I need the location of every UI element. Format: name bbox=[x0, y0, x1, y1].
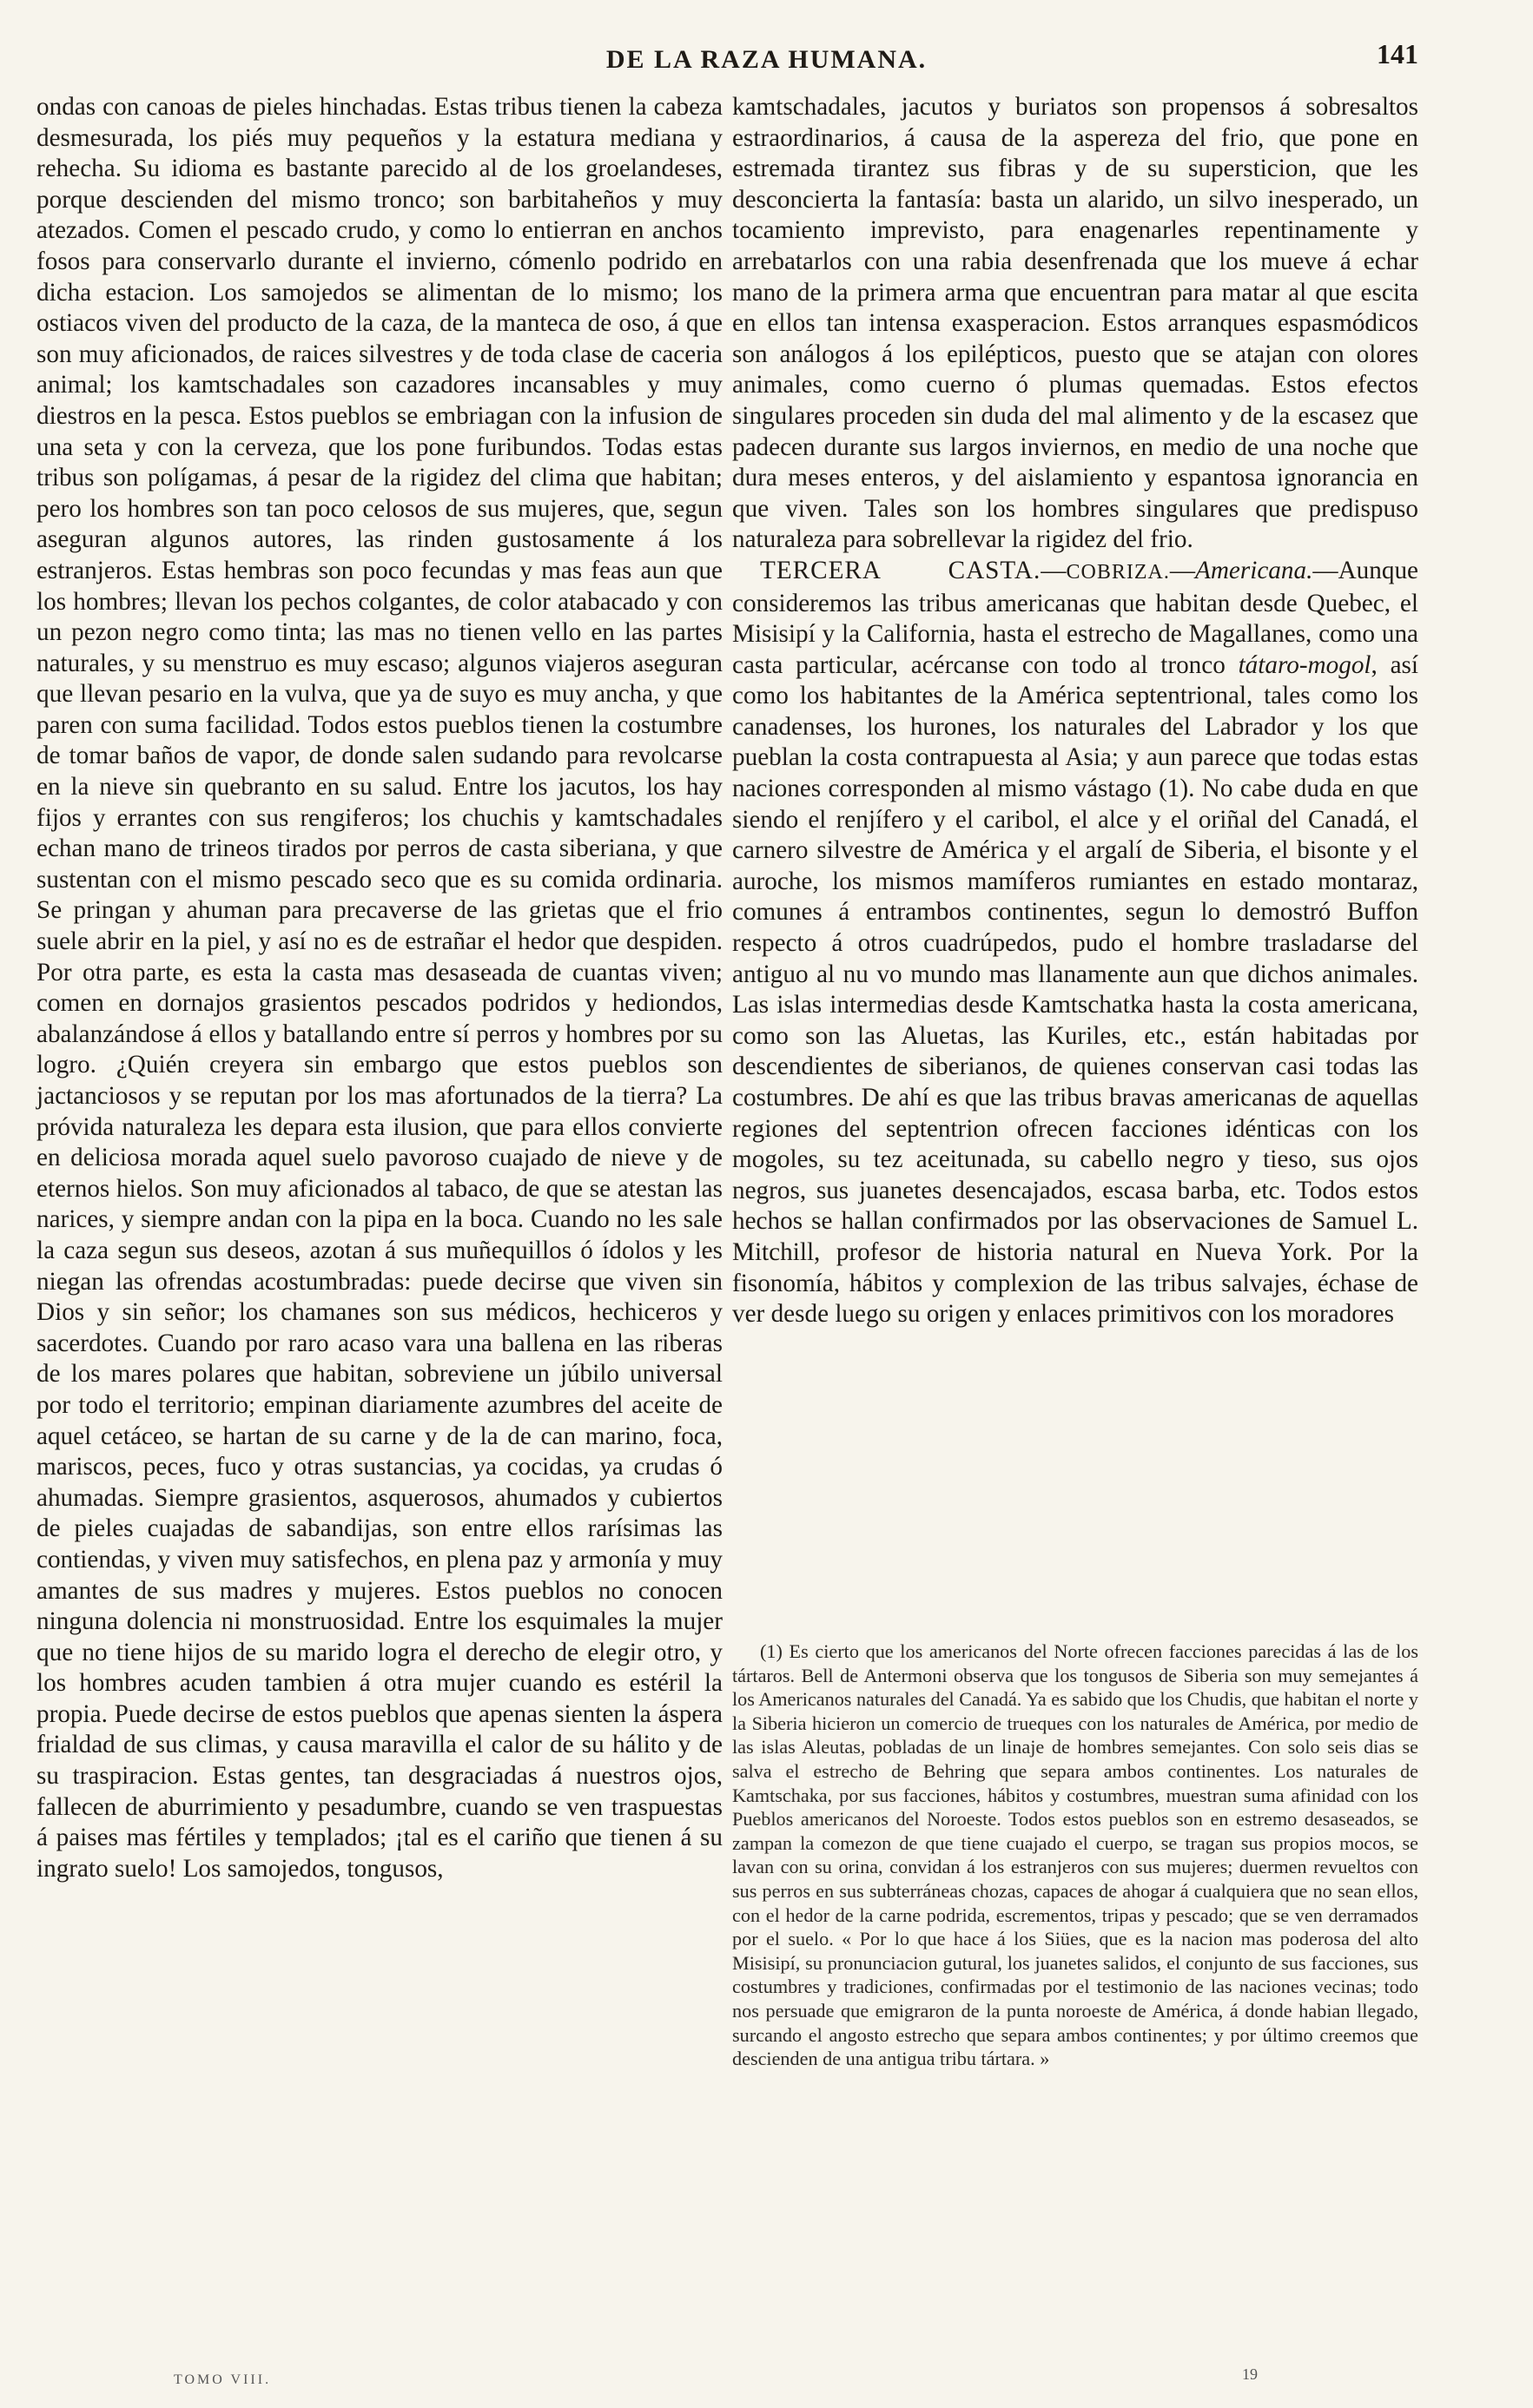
running-head bbox=[0, 38, 1533, 83]
left-column bbox=[36, 92, 723, 1884]
sheet-mark: 19 bbox=[1242, 2365, 1258, 2383]
section-italic-heading: Americana. bbox=[1195, 556, 1313, 584]
left-column-text: ondas con canoas de pieles hinchadas. Estas tribus tienen la cabeza desmesurada, los piés muy pequeños y la estatura mediana y rehecha. Su idioma es bastante parecido al de los groelandeses, porque descienden del mismo tronco; son barbitaheños y muy atezados. Comen el pescado crudo, y como lo entierran en anchos fosos para conservarlo durante el invierno, cómenlo podrido en dicha estacion. Los samojedos se alimentan de lo mismo; los ostiacos viven del producto de la caza, de la manteca de oso, á que son muy aficionados, de raices silvestres y de toda clase de caceria animal; los kamtschadales son cazadores incansables y muy diestros en la pesca. Estos pueblos se embriagan con la infusion de una seta y con la cerveza, que los pone furibundos. Todas estas tribus son polígamas, á pesar de la rigidez del clima que habitan; pero los hombres son tan poco celosos de sus mujeres, que, segun aseguran algunos autores, las rinden gustosamente á los estranjeros. Estas hembras son poco fecundas y mas feas aun que los hombres; llevan los pechos colgantes, de color atabacado y con un pezon negro como tinta; las mas no tienen vello en las partes naturales, y su menstruo es muy escaso; algunos viajeros aseguran que llevan pesario en la vulva, que ya de suyo es muy ancha, y que paren con suma facilidad. Todos estos pueblos tienen la costumbre de tomar baños de vapor, de donde salen sudando para revolcarse en la nieve sin quebranto en su salud. Entre los jacutos, los hay fijos y errantes con sus rengiferos; los chuchis y kamtschadales echan mano de trineos tirados por perros de casta siberiana, y que sustentan con el mismo pescado seco que es su comida ordinaria. Se pringan y ahuman para precaverse de las grietas que el frio suele abrir en la piel, y así no es de estrañar el hedor que despiden. Por otra parte, es esta la casta mas desaseada de cuantas viven; comen en dornajos grasientos pescados podridos y hediondos, abalanzándose á ellos y batallando entre sí perros y hombres por su logro. ¿Quién creyera sin embargo que estos pueblos son jactanciosos y se reputan por los mas afortunados de la tierra? La próvida naturaleza les depara esta ilusion, que para ellos convierte en deliciosa morada aquel suelo pavoroso cuajado de nieve y de eternos hielos. Son muy aficionados al tabaco, de que se atestan las narices, y siempre andan con la pipa en la boca. Cuando no les sale la caza segun sus deseos, azotan á sus muñequillos ó ídolos y les niegan las ofrendas acostumbradas: puede decirse que viven sin Dios y sin señor; los chamanes son sus médicos, hechiceros y sacerdotes. Cuando por raro acaso vara una ballena en las riberas de los mares polares que habitan, sobreviene un júbilo universal por todo el territorio; empinan diariamente azumbres del aceite de aquel cetáceo, se hartan de su carne y de la de can marino, foca, mariscos, peces, fuco y otras sustancias, ya cocidas, ya crudas ó ahumadas. Siempre grasientos, asquerosos, ahumados y cubiertos de pieles cuajadas de sabandijas, son entre ellos rarísimas las contiendas, y viven muy satisfechos, en plena paz y armonía y muy amantes de sus madres y mujeres. Estos pueblos no conocen ninguna dolencia ni monstruosidad. Entre los esquimales la mujer que no tiene hijos de su marido logra el derecho de elegir otro, y los hombres acuden tambien á otra mujer cuando es estéril la propia. Puede decirse de estos pueblos que apenas sienten la áspera frialdad de sus climas, y causa maravilla el calor de su hálito y de su traspiracion. Estas gentes, tan desgraciadas á nuestros ojos, fallecen de aburrimiento y pesadumbre, cuando se ven traspuestas á paises mas fértiles y templados; ¡tal es el cariño que tienen á su ingrato suelo! Los samojedos, tongusos, bbox=[36, 93, 723, 1883]
volume-signature: TOMO VIII. bbox=[174, 2372, 272, 2387]
italic-term: tátaro-mogol bbox=[1238, 650, 1371, 679]
page-number: 141 bbox=[1377, 38, 1418, 69]
right-paragraph-2 bbox=[732, 556, 1418, 1330]
right-column bbox=[732, 92, 1418, 1330]
right-paragraph-2-part-2: , así como los habitantes de la América septentrional, tales como los canadenses, los hurones, los naturales del Labrador y los que pueblan la costa contrapuesta al Asia; y aun parece que todas estas naciones corresponden al mismo vástago (1). No cabe duda en que siendo el renjífero y el caribol, el alce y el oriñal del Canadá, el carnero silvestre de América y el argalí de Siberia, el bisonte y el auroche, los mismos mamíferos rumiantes en estado montaraz, comunes á entrambos continentes, segun lo demostró Buffon respecto á otros cuadrúpedos, pudo el hombre trasladarse del antiguo al nu vo mundo mas llanamente aun que dichos animales. Las islas intermedias desde Kamtschatka hasta la costa americana, como son las Aluetas, las Kuriles, etc., están habitadas por descendientes de siberianos, de quienes conservan casi todas las costumbres. De ahí es que las tribus bravas americanas de aquellas regiones del septentrion ofrecen facciones idénticas con los mogoles, su tez aceitunada, su cabello negro y tieso, sus ojos negros, sus juanetes desencajados, escasa barba, etc. Todos estos hechos se hallan confirmados por las observaciones de Samuel L. Mitchill, profesor de historia natural en Nueva York. Por la fisonomía, hábitos y complexion de las tribus salvajes, échase de ver desde luego su origen y enlaces primitivos con los moradores bbox=[732, 650, 1418, 1329]
right-paragraph-2-part-1: Aunque consideremos las tribus americanas que habitan desde Quebec, el Misisipí y la California, hasta el estrecho de Magallanes, como una casta particular, acércanse con todo al tronco bbox=[732, 556, 1418, 679]
running-title: DE LA RAZA HUMANA. bbox=[605, 45, 928, 74]
footnote-text: (1) Es cierto que los americanos del Norte ofrecen facciones parecidas á las de los tártaros. Bell de Antermoni observa que los tongusos de Siberia son muy semejantes á los Americanos naturales del Canadá. Ya es sabido que los Chudis, que habitan el norte y la Siberia hicieron un comercio de trueques con los naturales de América, por medio de las islas Aleutas, pobladas de un linaje de hombres semejantes. Con solo seis dias se salva el estrecho de Behring que separa ambos continentes. Los naturales de Kamtschaka, por sus facciones, hábitos y costumbres, muestran suma afinidad con los Pueblos americanos del Noroeste. Todos estos pueblos son en estremo desaseados, se zampan la comezon de que tiene cuajado el cuerpo, se tragan sus propios mocos, se lavan con su orina, convidan á los estranjeros con sus mujeres; duermen revueltos con sus perros en sus subterráneas chozas, capaces de ahogar á cualquiera que no sean ellos, con el hedor de la carne podrida, escrementos, tripas y pescado; que se ven derramados por el suelo. « Por lo que hace á los Siües, que es la nacion mas poderosa del alto Misisipí, su pronunciacion gutural, los juanetes salidos, el conjunto de sus facciones, sus costumbres y tradiciones, confirmadas por el testimonio de las naciones vecinas; todo nos persuade que emigraron de la punta noroeste de América, á donde habian llegado, surcando el angosto estrecho que separa ambos continentes; y por último creemos que descienden de una antigua tribu tártara. » bbox=[732, 1640, 1418, 2070]
section-separator: — bbox=[1169, 556, 1196, 584]
right-paragraph-1: kamtschadales, jacutos y buriatos son propensos á sobresaltos estraordinarios, á causa de la aspereza del frio, que pone en estremada tirantez sus fibras y de su supersticion, que les desconcierta la fantasía: basta un alarido, un silvo inesperado, un tocamiento imprevisto, para enagenarles repentinamente y arrebatarlos con una rabia desenfrenada que los mueve á echar mano de la primera arma que encuentran para matar al que escita en ellos tan intensa exasperacion. Estos arranques espasmódicos son análogos á los epilépticos, puesto que se atajan con olores animales, como cuerno ó plumas quemadas. Estos efectos singulares proceden sin duda del mal alimento y de la escasez que padecen durante sus largos inviernos, en medio de una noche que dura meses enteros, y del aislamiento y espantosa ignorancia en que viven. Tales son los hombres singulares que predispuso naturaleza para sobrellevar la rigidez del frio. bbox=[732, 93, 1418, 554]
footnote bbox=[732, 1639, 1418, 2071]
section-separator: — bbox=[1041, 556, 1067, 584]
section-subheading: COBRIZA. bbox=[1066, 560, 1170, 584]
section-heading: TERCERA CASTA. bbox=[760, 556, 1041, 584]
section-separator: — bbox=[1312, 556, 1338, 584]
